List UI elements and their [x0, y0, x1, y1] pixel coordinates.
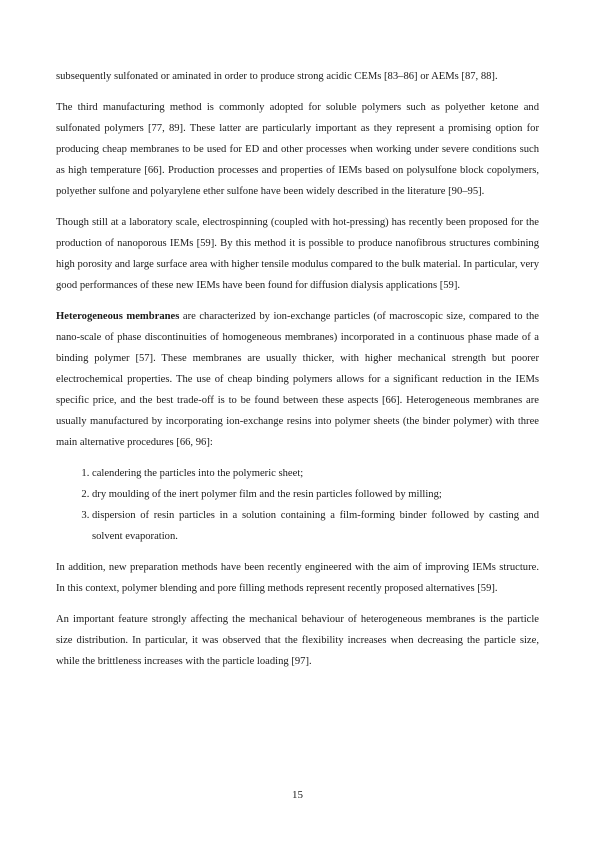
heterogeneous-term: Heterogeneous membranes: [56, 311, 180, 322]
procedure-list: [56, 463, 539, 547]
paragraph-heterogeneous: [56, 306, 539, 453]
list-item: 2. dry moulding of the inert polymer film and the resin particles followed by milling;: [92, 484, 539, 505]
list-item: 1. calendering the particles into the polymeric sheet;: [92, 463, 539, 484]
list-item: 3. dispersion of resin particles in a solution containing a film-forming binder followed by casting and solvent evaporation.: [92, 505, 539, 547]
heterogeneous-text: are characterized by ion-exchange particles (of macroscopic size, compared to the nano-scale of phase discontinuities of homogeneous membranes) incorporated in a continuous phase made of a binding polymer [57]. These membranes are usually thicker, with higher mechanical strength but poorer electrochemical properties. The use of cheap binding polymers allows for a significant reduction in the IEMs specific price, and the best trade-off is to be found between these aspects [66]. Heterogeneous membranes are usually manufactured by incorporating ion-exchange resins into polymer sheets (the binder polymer) with three main alternative procedures [66, 96]:: [56, 311, 539, 448]
paragraph-continued: subsequently sulfonated or aminated in order to produce strong acidic CEMs [83–86] or AEMs [87, 88].: [56, 71, 498, 82]
paragraph-electrospinning: Though still at a laboratory scale, electrospinning (coupled with hot-pressing) has recently been proposed for the production of nanoporous IEMs [59]. By this method it is possible to produce nanofibrous structures combining high porosity and large surface area with higher tensile modulus compared to the bulk material. In particular, very good performances of these new IEMs have been found for diffusion dialysis applications [59].: [56, 217, 539, 291]
paragraph-new-methods: In addition, new preparation methods have been recently engineered with the aim of improving IEMs structure. In this context, polymer blending and pore filling methods represent recently proposed alternatives [59].: [56, 562, 539, 594]
page-number: 15: [292, 789, 303, 801]
paragraph-third-method: The third manufacturing method is commonly adopted for soluble polymers such as polyether ketone and sulfonated polymers [77, 89]. These latter are particularly important as they represent a promising option for producing cheap membranes to be used for ED and other processes when working under severe conditions such as high temperature [66]. Production processes and properties of IEMs based on polysulfone block copolymers, polyether sulfone and polyarylene ether sulfone have been widely described in the literature [90–95].: [56, 102, 539, 197]
document-page: [56, 66, 539, 682]
paragraph-particle-size: An important feature strongly affecting the mechanical behaviour of heterogeneous membranes is the particle size distribution. In particular, it was observed that the flexibility increases when decreasing the particle size, while the brittleness increases with the particle loading [97].: [56, 614, 539, 667]
